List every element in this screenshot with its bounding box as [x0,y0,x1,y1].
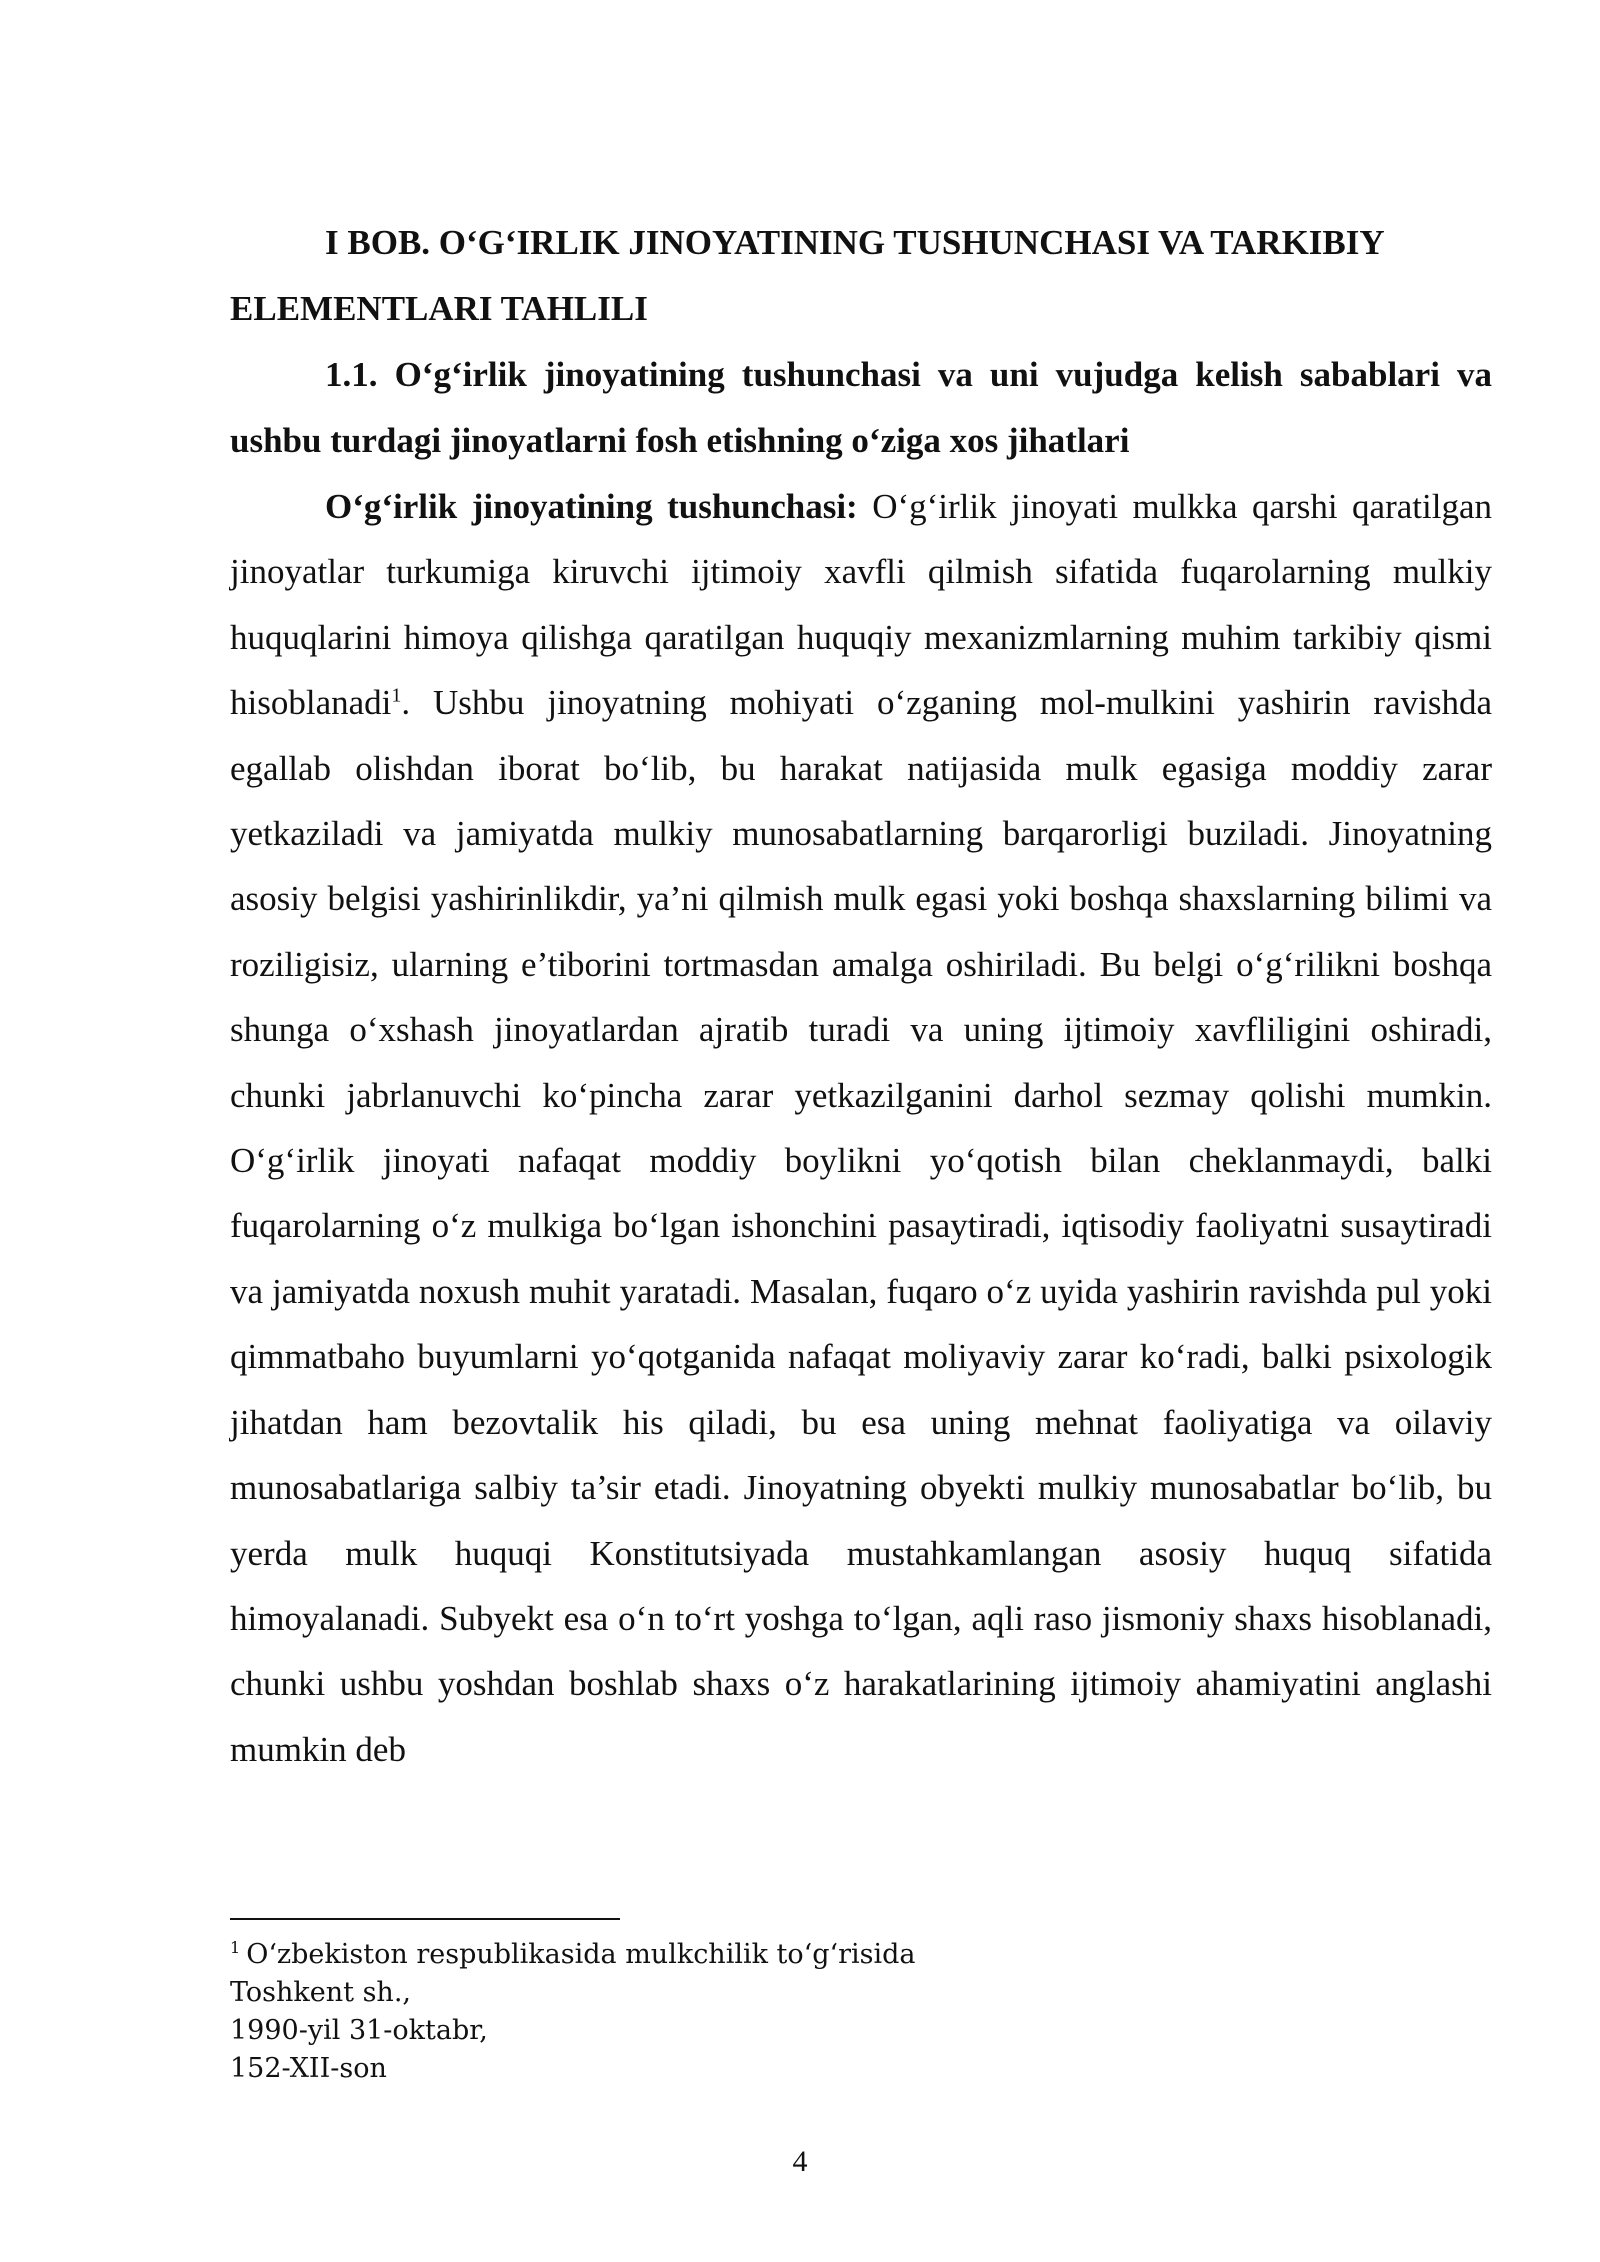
page-number: 4 [792,2145,808,2178]
footnote-number: 1 [230,1938,241,1957]
chapter-title: I BOB. O‘G‘IRLIK JINOYATINING TUSHUNCHASI VA TARKIBIY ELEMENTLARI TAHLILI [230,223,1384,328]
footnote-reference[interactable]: 1 [391,684,402,707]
paragraph-text-after-note: . Ushbu jinoyatning mohiyati o‘zganing mol-mulkini yashirin ravishda egallab olishdan iborat bo‘lib, bu harakat natijasida mulk egasiga moddiy zarar yetkaziladi va jamiyatda mulkiy munosabatlarning barqarorligi buziladi. Jinoyatning asosiy belgisi yashirinlikdir, ya’ni qilmish mulk egasi yoki boshqa shaxslarning bilimi va roziligisiz, ularning e’tiborini tortmasdan amalga oshiriladi. Bu belgi o‘g‘rilikni boshqa shunga o‘xshash jinoyatlardan ajratib turadi va uning ijtimoiy xavfliligini oshiradi, chunki jabrlanuvchi ko‘pincha zarar yetkazilganini darhol sezmay qolishi mumkin. O‘g‘irlik jinoyati nafaqat moddiy boylikni yo‘qotish bilan cheklanmaydi, balki fuqarolarning o‘z mulkiga bo‘lgan ishonchini pasaytiradi, iqtisodiy faoliyatni susaytiradi va jamiyatda noxush muhit yaratadi. Masalan, fuqaro o‘z uyida yashirin ravishda pul yoki qimmatbaho buyumlarni yo‘qotganida nafaqat moliyaviy zarar ko‘radi, balki psixologik jihatdan ham bezovtalik his qiladi, bu esa uning mehnat faoliyatiga va oilaviy munosabatlariga salbiy ta’sir etadi. Jinoyatning obyekti mulkiy munosabatlar bo‘lib, bu yerda mulk huquqi Konstitutsiyada mustahkamlangan asosiy huquq sifatida himoyalanadi. Subyekt esa o‘n to‘rt yoshga to‘lgan, aqli raso jismoniy shaxs hisoblanadi, chunki ushbu yoshdan boshlab shaxs o‘z harakatlarining ijtimoiy ahamiyatini anglashi mumkin deb [230,683,1492,1769]
paragraph-lead: O‘g‘irlik jinoyatining tushunchasi: [325,487,858,526]
paragraph-text-before-note: O‘g‘irlik jinoyati mulkka qarshi qaratilgan jinoyatlar turkumiga kiruvchi ijtimoiy xavfli qilmish sifatida fuqarolarning mulkiy huquqlarini himoya qilishga qaratilgan huquqiy mexanizmlarning muhim tarkibiy qismi hisoblanadi [230,487,1492,723]
footnote [230,1936,1492,2088]
body-paragraph [230,474,1492,1782]
footnote-line: 1990-yil 31-oktabr, [230,2015,488,2046]
footnote-text: O‘zbekiston respublikasida mulkchilik to‘g‘risida [246,1939,916,1970]
footnote-line: Toshkent sh., [230,1977,411,2008]
page-content [230,210,1492,1782]
footnote-separator [230,1918,620,1920]
footnote-line: 152-XII-son [230,2053,387,2084]
section-title: 1.1. O‘g‘irlik jinoyatining tushunchasi va uni vujudga kelish sabablari va ushbu turdagi jinoyatlarni fosh etishning o‘ziga xos jihatlari [230,355,1492,460]
footnote-line [230,1936,1492,1974]
